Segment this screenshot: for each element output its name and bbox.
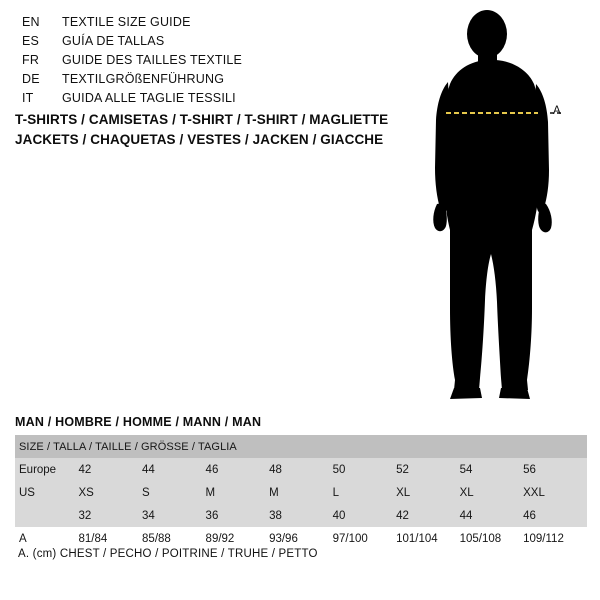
legend-text-en: TEXTILE SIZE GUIDE: [62, 15, 191, 29]
row-label-blank: [15, 504, 79, 527]
male-silhouette-figure: [400, 8, 600, 408]
row-label-us: US: [15, 481, 79, 504]
cell: 85/88: [142, 527, 206, 550]
legend-text-it: GUIDA ALLE TAGLIE TESSILI: [62, 91, 236, 105]
cell: XXL: [523, 481, 587, 504]
cell: 40: [333, 504, 397, 527]
legend-row: [22, 15, 382, 34]
measure-label-a: A: [553, 105, 562, 117]
table-header-row: [15, 435, 587, 458]
legend-code-en: EN: [22, 15, 40, 29]
legend-row: [22, 34, 382, 53]
legend-text-de: TEXTILGRÖßENFÜHRUNG: [62, 72, 225, 86]
cell: M: [206, 481, 270, 504]
legend-text-fr: GUIDE DES TAILLES TEXTILE: [62, 53, 243, 67]
cell: 36: [206, 504, 270, 527]
category-jackets: JACKETS / CHAQUETAS / VESTES / JACKEN / GIACCHE: [15, 132, 384, 147]
table-row: [15, 481, 587, 504]
legend-row: [22, 53, 382, 72]
cell: 93/96: [269, 527, 333, 550]
cell: 34: [142, 504, 206, 527]
legend-row: [22, 72, 382, 91]
cell: 42: [396, 504, 460, 527]
cell: 105/108: [460, 527, 524, 550]
silhouette-svg: [400, 8, 600, 408]
cell: 44: [142, 458, 206, 481]
cell: 54: [460, 458, 524, 481]
cell: 32: [79, 504, 143, 527]
cell: 44: [460, 504, 524, 527]
size-table-block: [15, 415, 587, 550]
row-label-europe: Europe: [15, 458, 79, 481]
legend-text-es: GUÍA DE TALLAS: [62, 34, 165, 48]
table-footnote: A. (cm) CHEST / PECHO / POITRINE / TRUHE / PETTO: [18, 548, 318, 560]
cell: S: [142, 481, 206, 504]
legend-row: [22, 91, 382, 110]
table-header-label: SIZE / TALLA / TAILLE / GRÖSSE / TAGLIA: [15, 435, 587, 458]
table-row: [15, 458, 587, 481]
legend-code-fr: FR: [22, 53, 40, 67]
cell: 109/112: [523, 527, 587, 550]
cell: 38: [269, 504, 333, 527]
cell: 46: [523, 504, 587, 527]
cell: 46: [206, 458, 270, 481]
cell: L: [333, 481, 397, 504]
category-tshirts: T-SHIRTS / CAMISETAS / T-SHIRT / T-SHIRT / MAGLIETTE: [15, 112, 389, 127]
row-label-a: A: [15, 527, 79, 550]
legend-code-es: ES: [22, 34, 40, 48]
table-title-man: MAN / HOMBRE / HOMME / MANN / MAN: [15, 415, 262, 429]
table-row: [15, 504, 587, 527]
size-table: [15, 435, 587, 550]
cell: 42: [79, 458, 143, 481]
cell: 56: [523, 458, 587, 481]
cell: 101/104: [396, 527, 460, 550]
cell: 89/92: [206, 527, 270, 550]
cell: XS: [79, 481, 143, 504]
cell: XL: [460, 481, 524, 504]
cell: 81/84: [79, 527, 143, 550]
category-headings: [15, 110, 415, 150]
table-row: [15, 527, 587, 550]
cell: 48: [269, 458, 333, 481]
cell: XL: [396, 481, 460, 504]
cell: 97/100: [333, 527, 397, 550]
cell: M: [269, 481, 333, 504]
language-legend: [22, 15, 382, 110]
cell: 50: [333, 458, 397, 481]
legend-code-it: IT: [22, 91, 34, 105]
cell: 52: [396, 458, 460, 481]
legend-code-de: DE: [22, 72, 40, 86]
